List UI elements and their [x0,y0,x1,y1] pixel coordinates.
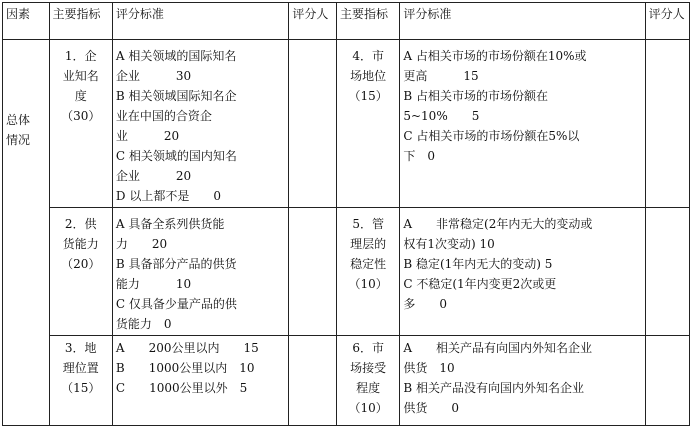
criteria-line: 企业 20 [115,169,192,183]
indicator-line: 稳定性 [350,257,387,271]
criteria-line: C 仅具备少量产品的供 [115,297,237,311]
indicator-line: 2．供 [64,217,97,231]
header-criteria-right: 评分标准 [400,3,645,40]
indicator-line: （10） [348,401,388,415]
indicator-line: 5．管 [352,217,384,231]
criteria-line: 业在中国的合资企 [115,109,212,123]
criteria-line: 货能力 0 [115,317,172,331]
indicator-cell [49,40,112,208]
criteria-cell [112,336,289,426]
criteria-line: B 1000公里以内 10 [115,361,255,375]
criteria-line: C 相关领域的国内知名 [115,149,237,163]
criteria-line: B 具备部分产品的供货 [115,257,237,271]
indicator-line: 6．市 [352,341,384,355]
criteria-cell [112,40,289,208]
indicator-line: 1．企 [64,49,97,63]
header-criteria-left: 评分标准 [112,3,289,40]
indicator-line: 度 [74,89,87,103]
criteria-line: 更高 15 [403,69,479,83]
indicator-line: 货能力 [62,237,99,251]
header-indicator-right: 主要指标 [336,3,399,40]
criteria-line: A 非常稳定(2年内无大的变动或 [403,217,593,231]
indicator-line: （20） [61,257,101,271]
criteria-line: A 具备全系列供货能 [115,217,225,231]
score-cell[interactable] [289,208,337,336]
indicator-cell [336,40,399,208]
criteria-line: C 占相关市场的市场份额在5%以 [403,129,580,143]
header-score-left: 评分人 [289,3,337,40]
criteria-line: 业 20 [115,129,180,143]
indicator-line: 理层的 [350,237,387,251]
indicator-line: 理位置 [62,361,99,375]
evaluation-table [2,2,690,426]
indicator-cell [49,208,112,336]
score-cell[interactable] [645,40,689,208]
criteria-line: 权有1次变动) 10 [403,237,495,251]
criteria-line: 供货 0 [403,401,459,415]
criteria-line: 企业 30 [115,69,192,83]
criteria-line: C 1000公里以外 5 [115,381,248,395]
criteria-line: A 占相关市场的市场份额在10%或 [403,49,587,63]
indicator-line: 场地位 [350,69,387,83]
criteria-line: C 不稳定(1年内变更2次或更 [403,277,557,291]
header-score-right: 评分人 [645,3,689,40]
section-label: 情况 [6,133,31,147]
criteria-cell [112,208,289,336]
criteria-line: 下 0 [403,149,435,163]
table-row [3,208,690,336]
criteria-cell [400,208,645,336]
indicator-line: （15） [61,381,101,395]
score-cell[interactable] [289,40,337,208]
indicator-line: 业知名 [62,69,99,83]
indicator-line: （15） [348,89,388,103]
criteria-line: A 200公里以内 15 [115,341,259,355]
indicator-cell [336,208,399,336]
criteria-line: A 相关产品有向国内外知名企业 [403,341,593,355]
table-row [3,336,690,426]
header-factor: 因素 [3,3,50,40]
indicator-line: 程度 [356,381,381,395]
criteria-line: 多 0 [403,297,447,311]
indicator-line: 场接受 [350,361,387,375]
criteria-line: 供货 10 [403,361,455,375]
score-cell[interactable] [645,208,689,336]
criteria-line: B 占相关市场的市场份额在 [403,89,548,103]
criteria-line: 能力 10 [115,277,192,291]
indicator-cell [336,336,399,426]
criteria-cell [400,336,645,426]
section-label-cell [3,40,50,426]
criteria-line: B 相关产品没有向国内外知名企业 [403,381,584,395]
criteria-line: B 相关领域国际知名企 [115,89,237,103]
score-cell[interactable] [289,336,337,426]
header-indicator-left: 主要指标 [49,3,112,40]
table-row [3,40,690,208]
indicator-line: 3．地 [64,341,97,355]
criteria-line: 5~10% 5 [403,109,480,123]
section-label: 总体 [6,113,31,127]
criteria-line: B 稳定(1年内无大的变动) 5 [403,257,553,271]
header-row [3,3,690,40]
indicator-line: （30） [61,109,101,123]
indicator-line: （10） [348,277,388,291]
indicator-cell [49,336,112,426]
criteria-line: D 以上都不是 0 [115,189,221,203]
criteria-line: 力 20 [115,237,168,251]
criteria-cell [400,40,645,208]
score-cell[interactable] [645,336,689,426]
indicator-line: 4．市 [352,49,384,63]
criteria-line: A 相关领域的国际知名 [115,49,237,63]
